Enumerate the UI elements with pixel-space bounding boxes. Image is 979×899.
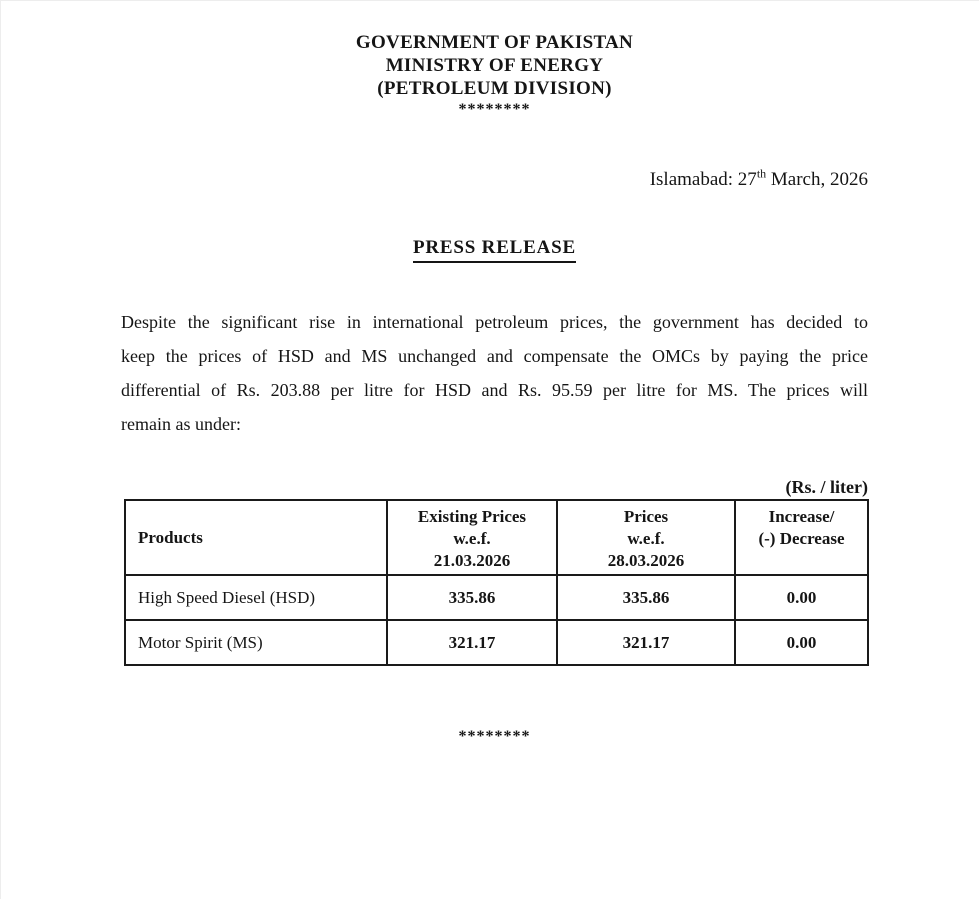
change-cell: 0.00 <box>735 620 868 665</box>
paragraph-line: keep the prices of HSD and MS unchanged and compensate the OMCs by paying the price <box>121 346 868 366</box>
paragraph-line: remain as under: <box>121 414 241 434</box>
government-title: GOVERNMENT OF PAKISTAN <box>355 32 634 53</box>
header-separator: ******** <box>458 101 531 118</box>
table-header-row <box>125 500 868 575</box>
dateline-city-day: Islamabad: 27 <box>649 169 757 190</box>
product-cell: Motor Spirit (MS) <box>125 620 387 665</box>
column-header-existing-prices <box>387 500 557 575</box>
table-row <box>125 575 868 620</box>
header-line: Existing Prices <box>417 507 527 526</box>
ministry-title: MINISTRY OF ENERGY <box>385 55 604 76</box>
new-price-cell: 335.86 <box>557 575 735 620</box>
dateline-ordinal: th <box>756 166 767 181</box>
press-release-title: PRESS RELEASE <box>413 237 576 263</box>
title-wrap <box>121 237 868 263</box>
header-line: 21.03.2026 <box>433 551 511 570</box>
unit-label: (Rs. / liter) <box>785 477 868 497</box>
dateline-month-year: March, 2026 <box>766 169 868 190</box>
existing-price-cell: 335.86 <box>387 575 557 620</box>
change-cell: 0.00 <box>735 575 868 620</box>
division-title: (PETROLEUM DIVISION) <box>377 78 612 99</box>
header-line: Increase/ <box>768 507 835 526</box>
footer-separator: ******** <box>458 728 531 745</box>
header-line: Prices <box>623 507 669 526</box>
column-header-new-prices <box>557 500 735 575</box>
prices-table <box>124 499 869 666</box>
header-line: (-) Decrease <box>758 529 845 548</box>
dateline <box>121 166 868 193</box>
table-row <box>125 620 868 665</box>
header-line: w.e.f. <box>627 529 665 548</box>
new-price-cell: 321.17 <box>557 620 735 665</box>
column-header-change <box>735 500 868 575</box>
paragraph-line: differential of Rs. 203.88 per litre for HSD and Rs. 95.59 per litre for MS. The prices will <box>121 380 868 400</box>
header-line: w.e.f. <box>453 529 491 548</box>
existing-price-cell: 321.17 <box>387 620 557 665</box>
page-content <box>1 1 979 746</box>
paragraph-line: Despite the significant rise in international petroleum prices, the government has decided to <box>121 312 868 332</box>
body-paragraph <box>121 305 868 441</box>
column-header-products: Products <box>125 500 387 575</box>
header-line: 28.03.2026 <box>607 551 685 570</box>
product-cell: High Speed Diesel (HSD) <box>125 575 387 620</box>
document-header <box>121 31 868 120</box>
